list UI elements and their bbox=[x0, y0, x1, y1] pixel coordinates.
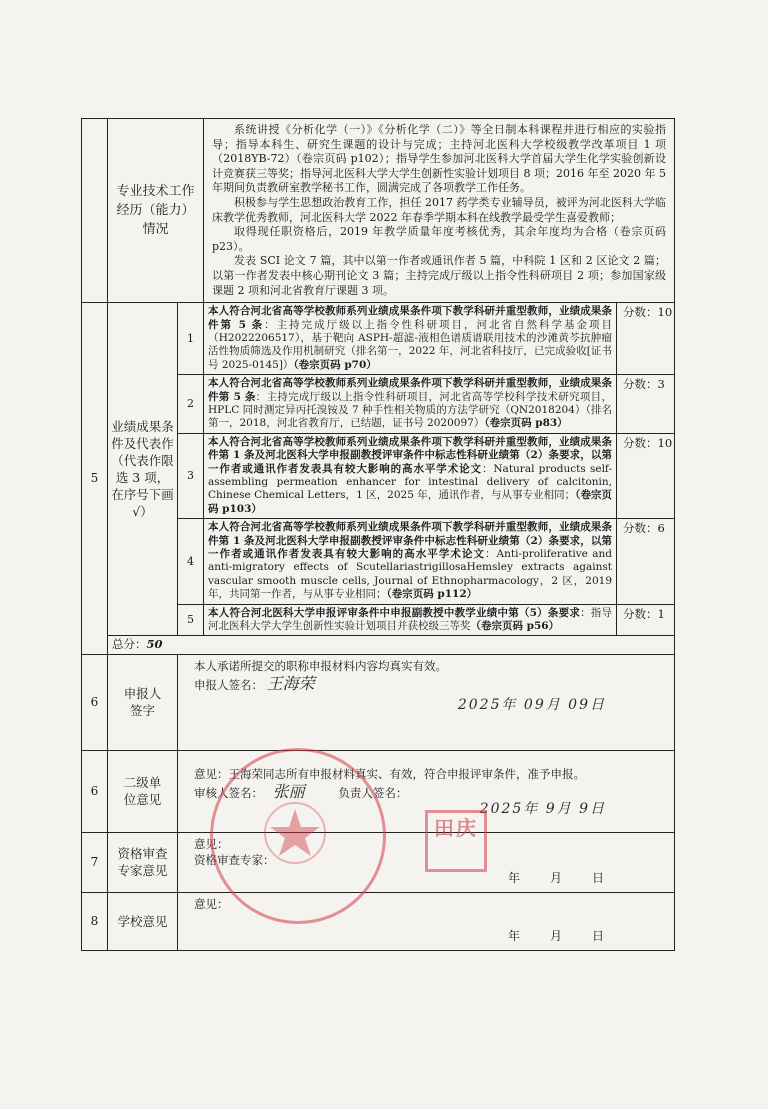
school-date: 年 月 日 bbox=[508, 928, 607, 943]
experience-paragraph: 系统讲授《分析化学（一）》《分析化学（二）》等全日制本科课程并进行相应的实验指导；指导本科生、研究生课题的设计与完成；主持河北医科大学校级教学改革项目 1 项（2018YB-72）（卷宗页码 p102）；指导学生参加河北医科大学首届大学生化学实验创新设计竞赛获三等奖；指导河北医科大学大学生创新性实验计划项目 8 项；2016 年至 2020 年 5 年期间负责教研室教学秘书工作，圆满完成了各项教学工作任务。 bbox=[212, 123, 667, 195]
item-score: 分数：1 bbox=[617, 604, 675, 636]
school-opinion-label: 学校意见 bbox=[108, 892, 178, 950]
applicant-sign-label: 申报人签字 bbox=[108, 654, 178, 750]
item-number: 5 bbox=[178, 604, 204, 636]
applicant-date: 2025年 09月 09日 bbox=[457, 696, 607, 713]
item-score: 分数：10 bbox=[617, 303, 675, 375]
row-number: 6 bbox=[82, 654, 108, 750]
qualification-opinion: 意见： bbox=[194, 836, 229, 851]
item-score: 分数：3 bbox=[617, 375, 675, 434]
row-number: 6 bbox=[82, 750, 108, 832]
reviewer-label: 审核人签名： bbox=[194, 785, 263, 800]
item-text: 本人符合河北省高等学校教师系列业绩成果条件项下教学科研并重型教师，业绩成果条件第 1 条及河北医科大学申报副教授评审条件中标志性科研业绩第（2）条要求，以第一作者或通讯作者发表具有较大影响的高水平学术论文：Natural products self-assembling permeation enhancer for intestinal delivery of calcitonin, Chinese Chemical Letters，1 区，2025 年，通讯作者，与从事专业相同；（卷宗页码 p103） bbox=[204, 433, 617, 518]
item-text: 本人符合河北医科大学申报评审条件中申报副教授中教学业绩中第（5）条要求：指导河北医科大学大学生创新性实验计划项目并获校级三等奖（卷宗页码 p56） bbox=[204, 604, 617, 636]
unit-opinion-text: 意见：王海荣同志所有申报材料真实、有效，符合申报评审条件，准予申报。 bbox=[194, 766, 585, 781]
total-score: 总分：50 bbox=[108, 636, 675, 654]
row-number: 7 bbox=[82, 832, 108, 892]
experience-row bbox=[82, 119, 675, 303]
applicant-signature: 王海荣 bbox=[266, 673, 315, 693]
experience-paragraph: 发表 SCI 论文 7 篇，其中以第一作者或通讯作者 5 篇，中科院 1 区和 2 区论文 2 篇；以第一作者发表中核心期刊论文 3 篇；主持完成厅级以上指令性科研项目 2 项；参加国家级课题 2 项和河北省教育厅课题 3 项。 bbox=[212, 254, 667, 297]
applicant-sign-content bbox=[178, 654, 675, 750]
reviewer-signature: 张丽 bbox=[272, 781, 305, 801]
qualification-expert-label: 资格审查专家： bbox=[194, 852, 275, 867]
official-seal-icon bbox=[210, 748, 386, 924]
item-text: 本人符合河北省高等学校教师系列业绩成果条件项下教学科研并重型教师，业绩成果条件第 5 条：主持完成厅级以上指令性科研项目，河北省自然科学基金项目（H2022206517），基于靶向 ASPH-超滤-液相色谱质谱联用技术的沙滩黄芩抗肿瘤活性物质筛选及作用机制研究（排名第一，2022 年，河北省科技厅，已完成验收[证书号 2025-0145]）（卷宗页码 p70） bbox=[204, 303, 617, 375]
row-number: 5 bbox=[82, 303, 108, 655]
unit-opinion-label: 二级单位意见 bbox=[108, 750, 178, 832]
experience-label: 专业技术工作经历（能力）情况 bbox=[108, 119, 204, 303]
item-score: 分数：10 bbox=[617, 433, 675, 518]
unit-date: 2025年 9月 9日 bbox=[479, 800, 607, 817]
item-score: 分数：6 bbox=[617, 519, 675, 604]
personal-seal-icon: 田庆 bbox=[425, 810, 487, 872]
achievement-label: 业绩成果条件及代表作（代表作限选 3 项，在序号下画 √） bbox=[108, 303, 178, 636]
leader-label: 负责人签名： bbox=[338, 785, 408, 800]
applicant-sign-label-text: 申报人签名： bbox=[194, 677, 263, 692]
total-row bbox=[82, 636, 675, 654]
item-number: 1 bbox=[178, 303, 204, 375]
item-text: 本人符合河北省高等学校教师系列业绩成果条件项下教学科研并重型教师，业绩成果条件第 1 条及河北医科大学申报副教授评审条件中标志性科研业绩第（2）条要求，以第一作者或通讯作者发表具有较大影响的高水平学术论文：Anti-proliferative and anti-migratory effects of ScutellariastrigillosaHemsley extracts against vascular smooth muscle cells, Journal of Ethnopharmacology，2 区，2019 年，共同第一作者，与从事专业相同；（卷宗页码 p112） bbox=[204, 519, 617, 604]
applicant-statement: 本人承诺所提交的职称申报材料内容均真实有效。 bbox=[194, 658, 447, 673]
item-number: 3 bbox=[178, 433, 204, 518]
qualification-label: 资格审查专家意见 bbox=[108, 832, 178, 892]
experience-paragraph: 积极参与学生思想政治教育工作，担任 2017 药学类专业辅导员，被评为河北医科大学临床教学优秀教师，河北医科大学 2022 年春季学期本科在线教学最受学生喜爱教师； bbox=[212, 195, 667, 224]
school-opinion-row bbox=[82, 892, 675, 950]
row-number: 8 bbox=[82, 892, 108, 950]
experience-content bbox=[204, 119, 675, 303]
applicant-sign-row bbox=[82, 654, 675, 750]
experience-paragraph: 取得现任职资格后，2019 年教学质量年度考核优秀，其余年度均为合格（卷宗页码 p23）。 bbox=[212, 225, 667, 253]
achievement-row-1 bbox=[82, 303, 675, 375]
item-number: 2 bbox=[178, 375, 204, 434]
row-number-empty bbox=[82, 119, 108, 303]
school-opinion-text: 意见： bbox=[194, 896, 229, 911]
item-text: 本人符合河北省高等学校教师系列业绩成果条件项下教学科研并重型教师，业绩成果条件第 5 条：主持完成厅级以上指令性科研项目，河北省高等学校科学技术研究项目，HPLC 同时测定异丙托溴铵及 7 种手性相关物质的方法学研究（QN2018204）（排名第一，2018，河北省教育厅，已结题，证书号 2020097）（卷宗页码 p83） bbox=[204, 375, 617, 434]
item-number: 4 bbox=[178, 519, 204, 604]
qualification-date: 年 月 日 bbox=[508, 870, 607, 885]
